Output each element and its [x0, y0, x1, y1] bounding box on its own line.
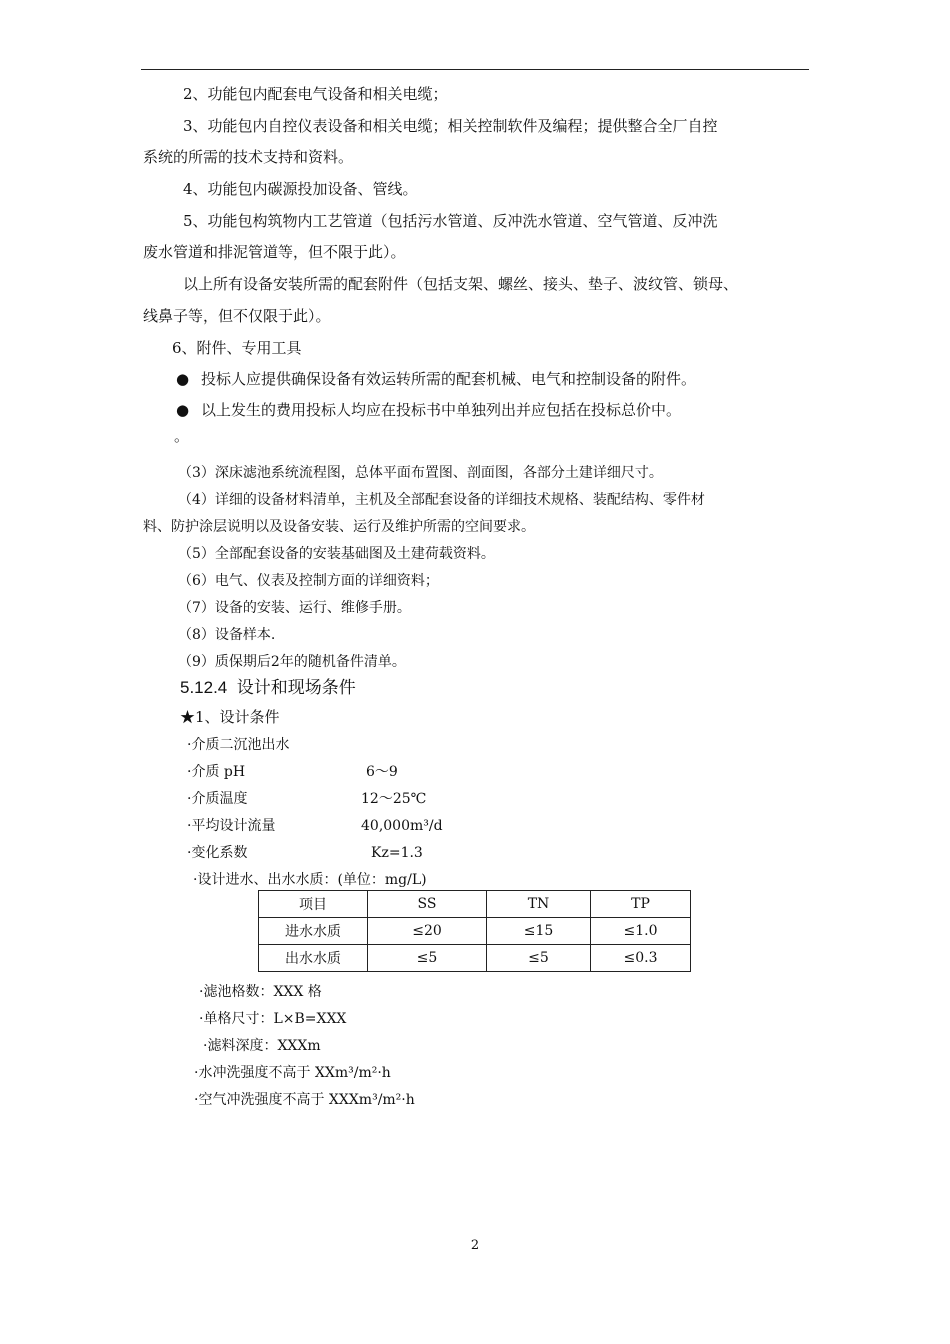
item-5-line1: 5、功能包构筑物内工艺管道（包括污水管道、反冲洗水管道、空气管道、反冲洗 — [183, 212, 718, 230]
item-4: 4、功能包内碳源投加设备、管线。 — [183, 180, 418, 198]
condition-ph-label: ·介质 pH — [187, 764, 246, 780]
table-header: TP — [591, 891, 691, 918]
item-5-line2: 废水管道和排泥管道等，但不限于此）。 — [143, 243, 406, 261]
bullet-item-1: 投标人应提供确保设备有效运转所需的配套机械、电气和控制设备的附件。 — [201, 370, 697, 388]
accessories-line1: 以上所有设备安装所需的配套附件（包括支架、螺丝、接头、垫子、波纹管、锁母、 — [183, 275, 739, 293]
water-quality-table — [258, 890, 691, 972]
page-number: 2 — [470, 1238, 480, 1253]
header-rule — [141, 69, 809, 70]
doc-item-8: （8）设备样本. — [178, 627, 276, 643]
condition-quality: ·设计进水、出水水质：(单位：mg/L) — [193, 872, 427, 888]
doc-item-5: （5）全部配套设备的安装基础图及土建荷载资料。 — [178, 546, 495, 562]
table-cell: ≤20 — [368, 918, 487, 945]
table-header: 项目 — [259, 891, 368, 918]
doc-item-9: （9）质保期后2年的随机备件清单。 — [178, 654, 406, 670]
table-cell: ≤0.3 — [591, 945, 691, 972]
doc-item-4-line2: 料、防护涂层说明以及设备安装、运行及维护所需的空间要求。 — [143, 519, 535, 535]
table-cell: 出水水质 — [259, 945, 368, 972]
section-title: 设计和现场条件 — [236, 678, 356, 697]
table-cell: ≤15 — [487, 918, 591, 945]
design-conditions-heading: ★1、设计条件 — [180, 708, 280, 726]
condition-factor-value: Kz=1.3 — [371, 845, 423, 861]
table-header: SS — [368, 891, 487, 918]
water-backwash-rate: ·水冲洗强度不高于 XXm³/m²·h — [194, 1065, 391, 1081]
section-heading — [180, 678, 356, 698]
doc-item-6: （6）电气、仪表及控制方面的详细资料； — [178, 573, 439, 589]
bullet-icon: ● — [176, 370, 190, 388]
condition-flow-value: 40,000m³/d — [361, 818, 443, 834]
stray-period: 。 — [174, 427, 190, 445]
item-2: 2、功能包内配套电气设备和相关电缆； — [183, 85, 448, 103]
table-header-row — [259, 891, 691, 918]
filter-cell-size: ·单格尺寸：L×B=XXX — [199, 1011, 347, 1027]
table-row — [259, 918, 691, 945]
section-number: 5.12.4 — [180, 678, 228, 697]
item-6: 6、附件、专用工具 — [172, 339, 302, 357]
table-cell: ≤5 — [487, 945, 591, 972]
doc-item-3: （3）深床滤池系统流程图，总体平面布置图、剖面图，各部分土建详细尺寸。 — [178, 465, 663, 481]
table-header: TN — [487, 891, 591, 918]
doc-item-4-line1: （4）详细的设备材料清单，主机及全部配套设备的详细技术规格、装配结构、零件材 — [178, 492, 705, 508]
table-cell: ≤1.0 — [591, 918, 691, 945]
bullet-icon: ● — [176, 401, 190, 419]
doc-item-7: （7）设备的安装、运行、维修手册。 — [178, 600, 411, 616]
item-3-line2: 系统的所需的技术支持和资料。 — [143, 148, 354, 166]
filter-media-depth: ·滤料深度：XXXm — [203, 1038, 321, 1054]
condition-temp-label: ·介质温度 — [187, 791, 248, 807]
air-backwash-rate: ·空气冲洗强度不高于 XXXm³/m²·h — [194, 1092, 415, 1108]
table-cell: 进水水质 — [259, 918, 368, 945]
condition-ph-value: 6～9 — [366, 764, 398, 780]
item-3-line1: 3、功能包内自控仪表设备和相关电缆；相关控制软件及编程；提供整合全厂自控 — [183, 117, 718, 135]
accessories-line2: 线鼻子等，但不仅限于此）。 — [143, 307, 331, 325]
bullet-item-2: 以上发生的费用投标人均应在投标书中单独列出并应包括在投标总价中。 — [201, 401, 682, 419]
condition-temp-value: 12～25℃ — [361, 791, 427, 807]
condition-factor-label: ·变化系数 — [187, 845, 248, 861]
table-row — [259, 945, 691, 972]
filter-count: ·滤池格数：XXX 格 — [199, 984, 322, 1000]
condition-medium: ·介质二沉池出水 — [187, 737, 290, 753]
table-cell: ≤5 — [368, 945, 487, 972]
condition-flow-label: ·平均设计流量 — [187, 818, 276, 834]
